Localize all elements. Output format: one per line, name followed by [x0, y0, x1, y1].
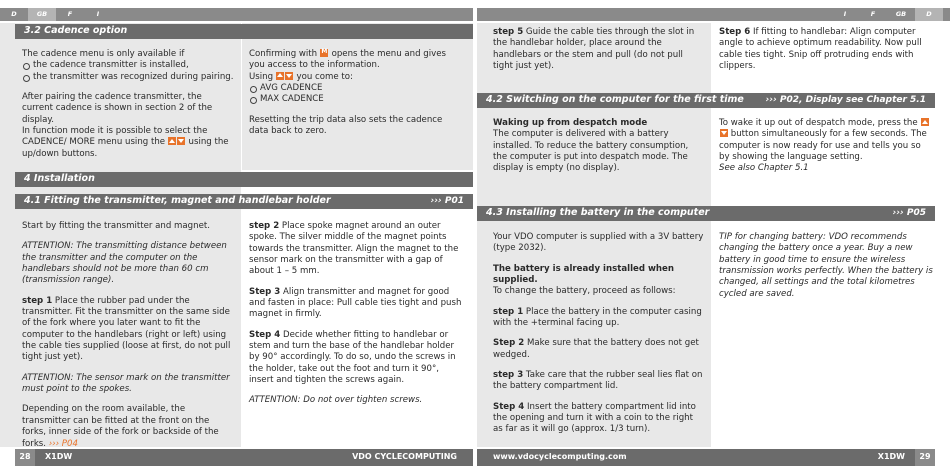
lang-tab[interactable]: I [96, 10, 100, 19]
cadence-confirm [249, 49, 463, 72]
lang-tab-active[interactable]: GB [28, 8, 56, 21]
lang-tab[interactable]: F [67, 10, 73, 19]
wake-text-2 [719, 118, 933, 163]
wake-title: Waking up from despatch mode [493, 118, 648, 128]
step-label: step 1 [22, 295, 53, 306]
fitting-step4 [249, 330, 463, 387]
step-text: Guide the cable ties through the slot in the handlebar holder, place around the handlebars or the stem and pull (do not pull tight just yet). [493, 27, 695, 72]
section-header-switching [477, 93, 935, 108]
right-footer [477, 449, 935, 466]
step-label: step 5 [493, 27, 524, 37]
down-button-icon [720, 129, 728, 137]
bullet-item: the transmitter was recognized during pairing. [22, 72, 234, 83]
cadence-reset: Resetting the trip data also sets the cadence data back to zero. [249, 114, 443, 137]
section-title: 4.1 Fitting the transmitter, magnet and handlebar holder [24, 195, 331, 207]
step-text: Place the battery in the computer casing with the +terminal facing up. [493, 306, 702, 329]
page-number: 29 [915, 449, 935, 466]
figure-ref: ››› P02, Display see Chapter 5.1 [765, 94, 926, 105]
fitting-attention: ATTENTION: The transmitting distance between the transmitter and the computer on the handlebars should not be more than 60 cm (transmission range). [22, 241, 227, 286]
step-label: Step 4 [249, 329, 281, 340]
step-text: Take care that the rubber seal lies flat on the battery compartment lid. [493, 370, 703, 392]
cadence-left-text [22, 49, 234, 169]
wake-text: The computer is delivered with a battery installed. To reduce the battery consumption, the computer is put into despatch mode. The display is empty (no display). [493, 129, 689, 174]
brand-name: VDO CYCLECOMPUTING [352, 452, 457, 462]
battery-right-text [719, 232, 933, 309]
step-label: Step 6 [719, 27, 751, 37]
section-title: 4.2 Switching on the computer for the first time [486, 94, 744, 106]
see-also: See also Chapter 5.1 [719, 163, 809, 174]
fitting-attention: ATTENTION: The sensor mark on the transmitter must point to the spokes. [22, 372, 230, 395]
cadence-using [249, 72, 463, 83]
section-header-battery [477, 206, 935, 221]
text-span: opens the menu and gives you access to the information. [249, 49, 446, 71]
cadence-para: After pairing the cadence transmitter, the current cadence is shown in section 2 of the display. [22, 92, 213, 125]
battery-step1 [493, 307, 705, 330]
switching-right-text [719, 118, 933, 184]
down-button-icon [285, 72, 293, 80]
lang-tab[interactable]: D [11, 10, 17, 19]
left-top-bar [0, 8, 473, 21]
fitting-step6 [719, 27, 933, 72]
step-text: Place spoke magnet around an outer spoke. The silver middle of the magnet points towards the transmitter. Align the magnet to the sensor mark on the transmitter with a gap of about 1 – 5 mm. [249, 221, 459, 277]
figure-ref: ››› P05 [892, 207, 926, 218]
cadence-para [22, 126, 234, 160]
fitting-start: Start by fitting the transmitter and magnet. [22, 221, 210, 231]
page-number: 28 [15, 449, 35, 466]
text-span: using the up/down buttons. [22, 137, 229, 159]
battery-tip: TIP for changing battery: VDO recommends changing the battery once a year. Buy a new battery in good time to ensure the wireless transmission works perfectly. When the battery is changed, all settings and the total kilometres cycled are saved. [719, 232, 933, 299]
text-span: Using [249, 71, 274, 82]
battery-step2 [493, 338, 705, 361]
up-button-icon [921, 118, 929, 126]
text-span: button simultaneously for a few seconds. The computer is now ready for use and tells you so by showing the language setting. [719, 129, 927, 163]
menu-button-icon [320, 49, 328, 57]
step-label: step 3 [493, 370, 524, 381]
battery-step3 [493, 370, 705, 393]
section-header-installation [15, 172, 473, 187]
step-text: If fitting to handlebar: Align computer angle to achieve optimum readability. Now pull cable ties tight. Snip off protruding ends with clippers. [719, 27, 922, 72]
fitting-step2 [249, 221, 463, 278]
right-top-bar [477, 8, 950, 21]
fitting-right-text [249, 221, 463, 416]
step-text: Place the rubber pad under the transmitter. Fit the transmitter on the same side of the fork where you later want to fit the computer to the handlebars (right or left) using the cable ties supplied (loose at first, do not pull tight just yet). [22, 295, 231, 363]
switching-left-text [493, 118, 705, 184]
fitting-depending [22, 404, 234, 449]
text-span: In function mode it is possible to select the CADENCE/ MORE menu using the [22, 126, 208, 148]
left-footer [15, 449, 473, 466]
step-text: Insert the battery compartment lid into the opening and turn it with a coin to the right as far as it will go (approx. 1/3 turn). [493, 401, 696, 435]
up-button-icon [168, 137, 176, 145]
step-text: Align transmitter and magnet for good and fasten in place: Pull cable ties tight and push magnet in firmly. [249, 286, 462, 320]
fitting-step5 [493, 27, 705, 72]
text-span: Confirming with [249, 49, 318, 59]
fitting-left-text [22, 221, 234, 459]
steps-5-6-right [719, 27, 933, 81]
section-header-cadence [15, 24, 473, 39]
step-label: step 2 [249, 221, 280, 231]
battery-left-text [493, 232, 705, 445]
step-label: Step 3 [249, 286, 281, 297]
lang-tab[interactable]: F [870, 10, 876, 19]
step-label: Step 4 [493, 401, 525, 412]
text-span: To wake it up out of despatch mode, press the [719, 118, 918, 128]
option-item: MAX CADENCE [249, 94, 463, 105]
section-title: 4.3 Installing the battery in the computer [486, 207, 710, 219]
step-text: Decide whether fitting to handlebar or stem and turn the base of the handlebar holder by 90° accordingly. To do so, undo the screws in the holder, take out the foot and turn it 90°, insert and tighten the screws again. [249, 329, 456, 386]
cadence-right-text [249, 49, 463, 146]
battery-change: To change the battery, proceed as follows: [493, 286, 676, 297]
step-label: Step 2 [493, 338, 525, 349]
model-name: X1DW [45, 452, 73, 462]
option-item: AVG CADENCE [249, 83, 463, 94]
cadence-bullets [22, 60, 234, 83]
left-language-tabs [0, 8, 473, 21]
section-header-fitting [15, 194, 473, 209]
figure-ref: ››› P01 [430, 195, 464, 206]
text-span: Depending on the room available, the transmitter can be fitted at the front on the forks, inner side of the fork or backside of the forks. [22, 404, 219, 449]
step-text: Make sure that the battery does not get wedged. [493, 338, 699, 360]
website-url[interactable]: www.vdocyclecomputing.com [493, 452, 627, 462]
up-button-icon [276, 72, 284, 80]
fitting-step1 [22, 296, 234, 364]
fitting-attention: ATTENTION: Do not over tighten screws. [249, 395, 423, 406]
cadence-options [249, 83, 463, 106]
right-language-tabs [477, 8, 943, 21]
steps-5-6-left [493, 27, 705, 81]
lang-tab[interactable]: GB [895, 10, 907, 19]
bullet-item: the cadence transmitter is installed, [22, 60, 234, 71]
lang-tab-active[interactable]: D [915, 8, 943, 21]
battery-step4 [493, 402, 705, 436]
lang-tab[interactable]: I [843, 10, 847, 19]
text-span: you come to: [296, 71, 353, 82]
battery-installed: The battery is already installed when supplied. [493, 263, 674, 286]
fitting-step3 [249, 287, 463, 321]
model-name: X1DW [877, 452, 905, 462]
section-title: 3.2 Cadence option [24, 25, 128, 37]
section-title: 4 Installation [24, 173, 95, 185]
cadence-intro: The cadence menu is only available if [22, 49, 185, 59]
battery-supplied: Your VDO computer is supplied with a 3V battery (type 2032). [493, 232, 704, 254]
down-button-icon [177, 137, 185, 145]
step-label: step 1 [493, 306, 524, 317]
figure-ref-link[interactable]: ››› P04 [48, 438, 78, 449]
